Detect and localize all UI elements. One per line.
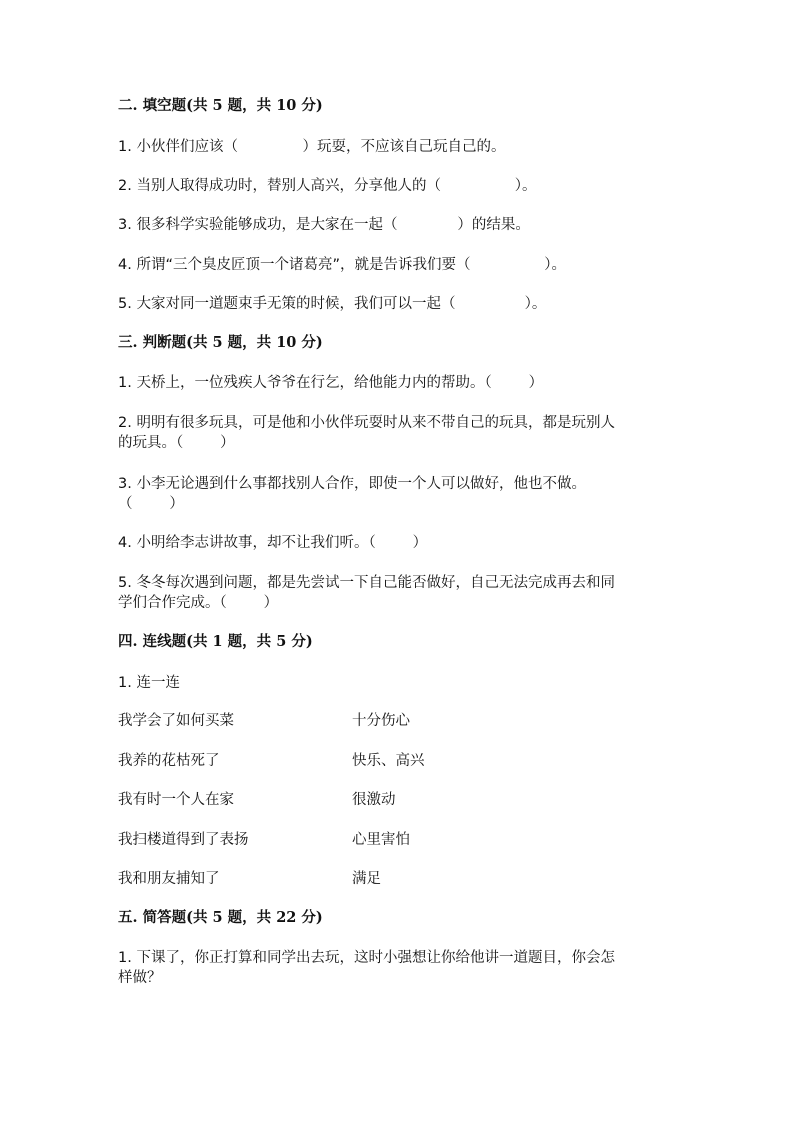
question-judge-1: 1. 天桥上，一位残疾人爷爷在行乞，给他能力内的帮助。（ ） — [118, 375, 544, 391]
section-title-matching: 四. 连线题(共 1 题，共 5 分) — [118, 633, 313, 650]
match-right-item: 快乐、高兴 — [352, 753, 425, 769]
question-fill-3: 3. 很多科学实验能够成功，是大家在一起（ ）的结果。 — [118, 217, 530, 233]
question-match-1: 1. 连一连 — [118, 675, 180, 691]
match-right-item: 心里害怕 — [352, 832, 410, 848]
section-title-fill-blank: 二. 填空题(共 5 题，共 10 分) — [118, 97, 323, 114]
question-judge-3-line1: 3. 小李无论遇到什么事都找别人合作，即使一个人可以做好，他也不做。 — [118, 476, 586, 492]
match-right-item: 十分伤心 — [352, 713, 410, 729]
match-left-item: 我学会了如何买菜 — [118, 713, 234, 729]
question-fill-5: 5. 大家对同一道题束手无策的时候，我们可以一起（ ）。 — [118, 296, 547, 312]
question-short-1-line1: 1. 下课了，你正打算和同学出去玩，这时小强想让你给他讲一道题目，你会怎 — [118, 950, 615, 966]
match-left-item: 我有时一个人在家 — [118, 792, 234, 808]
question-judge-5-line1: 5. 冬冬每次遇到问题，都是先尝试一下自己能否做好，自己无法完成再去和同 — [118, 575, 615, 591]
match-right-item: 很激动 — [352, 792, 396, 808]
question-judge-4: 4. 小明给李志讲故事，却不让我们听。（ ） — [118, 535, 428, 551]
section-title-short-answer: 五. 简答题(共 5 题，共 22 分) — [118, 909, 323, 926]
question-fill-1: 1. 小伙伴们应该（ ）玩耍，不应该自己玩自己的。 — [118, 139, 506, 155]
match-left-item: 我养的花枯死了 — [118, 753, 220, 769]
section-title-judgement: 三. 判断题(共 5 题，共 10 分) — [118, 334, 323, 351]
match-left-item: 我和朋友捕知了 — [118, 871, 220, 887]
question-fill-4: 4. 所谓“三个臭皮匠顶一个诸葛亮”，就是告诉我们要（ ）。 — [118, 257, 566, 273]
question-judge-2-line1: 2. 明明有很多玩具，可是他和小伙伴玩耍时从来不带自己的玩具，都是玩别人 — [118, 415, 615, 431]
match-right-item: 满足 — [352, 871, 381, 887]
question-fill-2: 2. 当别人取得成功时，替别人高兴，分享他人的（ ）。 — [118, 178, 537, 194]
match-left-item: 我扫楼道得到了表扬 — [118, 832, 249, 848]
question-judge-3-line2: （ ） — [118, 496, 184, 512]
question-judge-5-line2: 学们合作完成。（ ） — [118, 595, 279, 611]
question-judge-2-line2: 的玩具。（ ） — [118, 435, 235, 451]
question-short-1-line2: 样做？ — [118, 970, 162, 986]
